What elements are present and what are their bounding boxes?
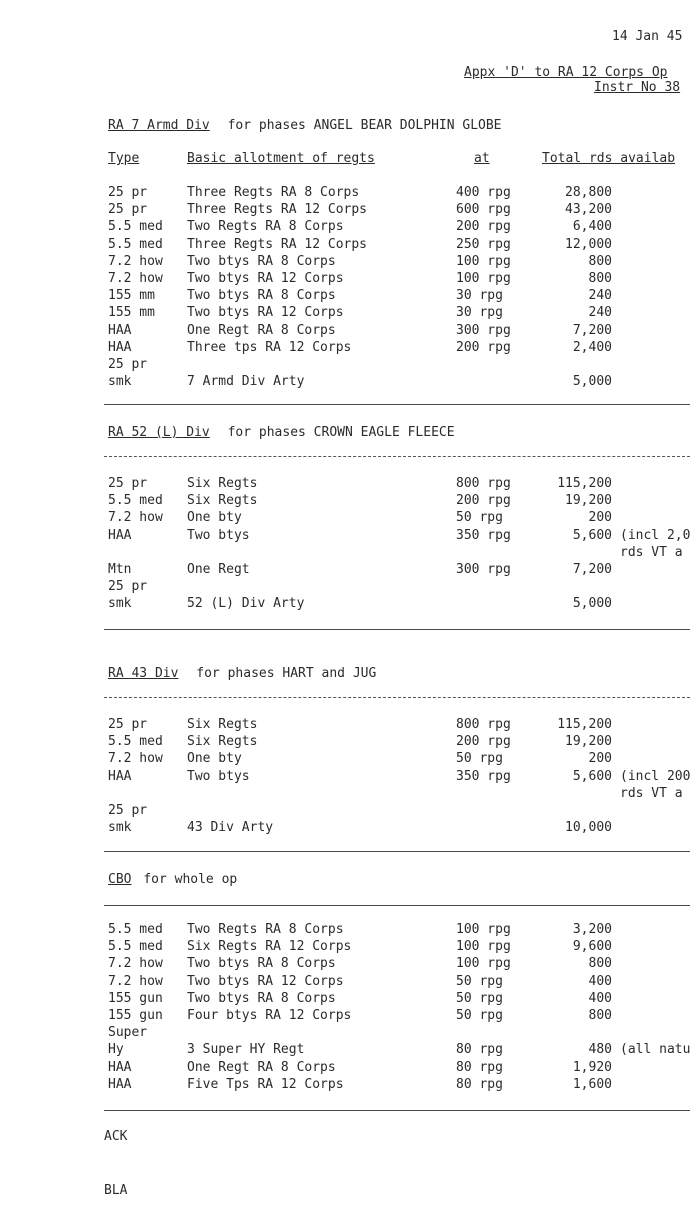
- row-total-rounds: 5,600: [572, 527, 612, 543]
- row-basic-allotment: One bty: [187, 751, 242, 767]
- row-note: (all natu: [620, 1042, 690, 1058]
- row-rate: 250 rpg: [456, 236, 511, 252]
- table-row: [0, 253, 690, 270]
- row-rate: 30 rpg: [456, 288, 503, 304]
- row-total-rounds: 7,200: [572, 562, 612, 577]
- table-row: [0, 716, 690, 733]
- row-total-rounds: 800: [588, 271, 612, 286]
- document-date: 14 Jan 45: [612, 29, 683, 44]
- column-header-at: at: [474, 151, 490, 166]
- row-basic-allotment: One Regt: [187, 562, 250, 577]
- row-rate: 50 rpg: [456, 751, 503, 767]
- table-row: [0, 339, 690, 356]
- row-basic-allotment: Five Tps RA 12 Corps: [187, 1076, 344, 1092]
- row-basic-allotment: Two btys RA 12 Corps: [187, 271, 344, 286]
- phases-label: for whole op: [143, 872, 238, 887]
- row-total-rounds: 3,200: [572, 922, 612, 937]
- table-row: [0, 475, 690, 492]
- row-total-rounds: 480: [588, 1042, 612, 1058]
- row-note: rds VT a: [620, 785, 683, 801]
- table-row: [0, 322, 690, 339]
- table-row: [0, 938, 690, 955]
- row-basic-allotment: One Regt RA 8 Corps: [187, 1059, 336, 1075]
- row-basic-allotment: Two Regts RA 8 Corps: [187, 922, 344, 937]
- phases-label: for phases ANGEL BEAR DOLPHIN GLOBE: [227, 118, 502, 133]
- row-rate: 100 rpg: [456, 956, 511, 972]
- unit-name: RA 7 Armd Div: [108, 118, 210, 133]
- row-type: HAA: [108, 768, 132, 784]
- row-basic-allotment: Two btys RA 8 Corps: [187, 990, 336, 1006]
- row-total-rounds: 400: [588, 973, 612, 989]
- row-rate: 50 rpg: [456, 990, 503, 1006]
- row-rate: 100 rpg: [456, 939, 511, 955]
- row-basic-allotment: Six Regts: [187, 493, 258, 509]
- row-type: 155 gun: [108, 990, 163, 1006]
- row-basic-allotment: Four btys RA 12 Corps: [187, 1008, 352, 1023]
- row-basic-allotment: Two btys RA 8 Corps: [187, 956, 336, 972]
- row-total-rounds: 115,200: [557, 476, 612, 491]
- row-basic-allotment: 43 Div Arty: [187, 820, 274, 836]
- distribution-ack: ACK: [104, 1129, 128, 1144]
- row-basic-allotment: One bty: [187, 510, 242, 526]
- row-type: 25 pr: [108, 357, 148, 372]
- row-type: 5.5 med: [108, 922, 163, 937]
- table-row: [0, 1076, 690, 1093]
- table-row: [0, 921, 690, 938]
- row-type: smk: [108, 374, 132, 390]
- table-row: [0, 1024, 690, 1041]
- section-heading: [108, 871, 237, 888]
- row-type: Super: [108, 1025, 148, 1041]
- row-type: 7.2 how: [108, 956, 163, 972]
- row-total-rounds: 9,600: [572, 939, 612, 955]
- row-basic-allotment: Two btys: [187, 768, 250, 784]
- row-rate: 800 rpg: [456, 717, 511, 732]
- table-row: [0, 304, 690, 321]
- row-total-rounds: 28,800: [565, 185, 612, 200]
- section-heading: [108, 117, 502, 134]
- row-rate: 200 rpg: [456, 339, 511, 355]
- row-basic-allotment: 52 (L) Div Arty: [187, 596, 305, 612]
- row-type: 7.2 how: [108, 751, 163, 767]
- table-row: [0, 544, 690, 561]
- row-note: rds VT a: [620, 544, 683, 560]
- row-type: 155 mm: [108, 305, 155, 321]
- row-total-rounds: 5,600: [572, 768, 612, 784]
- section-divider: [104, 851, 690, 852]
- row-type: 5.5 med: [108, 939, 163, 955]
- row-total-rounds: 1,920: [572, 1059, 612, 1075]
- row-type: 25 pr: [108, 717, 148, 732]
- row-total-rounds: 800: [588, 956, 612, 972]
- section-heading: [108, 424, 455, 441]
- row-basic-allotment: Two btys RA 12 Corps: [187, 305, 344, 321]
- table-row: [0, 270, 690, 287]
- row-type: HAA: [108, 1059, 132, 1075]
- row-rate: 50 rpg: [456, 973, 503, 989]
- section-subdivider: [104, 905, 690, 906]
- row-rate: 200 rpg: [456, 493, 511, 509]
- table-row: [0, 785, 690, 802]
- row-rate: 350 rpg: [456, 768, 511, 784]
- table-row: [0, 287, 690, 304]
- row-total-rounds: 5,000: [572, 596, 612, 612]
- table-row: [0, 201, 690, 218]
- row-type: HAA: [108, 339, 132, 355]
- row-basic-allotment: Six Regts: [187, 476, 258, 491]
- row-total-rounds: 19,200: [565, 734, 612, 750]
- table-row: [0, 561, 690, 578]
- row-basic-allotment: Three Regts RA 12 Corps: [187, 236, 368, 252]
- row-type: 5.5 med: [108, 493, 163, 509]
- row-total-rounds: 240: [588, 305, 612, 321]
- row-rate: 80 rpg: [456, 1042, 503, 1058]
- row-total-rounds: 12,000: [565, 236, 612, 252]
- row-type: HAA: [108, 1076, 132, 1092]
- row-rate: 80 rpg: [456, 1059, 503, 1075]
- phases-label: for phases HART and JUG: [196, 666, 377, 681]
- row-type: HAA: [108, 527, 132, 543]
- row-total-rounds: 5,000: [572, 374, 612, 390]
- row-basic-allotment: Two Regts RA 8 Corps: [187, 219, 344, 235]
- section-divider: [104, 629, 690, 630]
- row-type: 155 gun: [108, 1008, 163, 1023]
- row-basic-allotment: Six Regts: [187, 717, 258, 732]
- row-rate: 100 rpg: [456, 922, 511, 937]
- row-type: 7.2 how: [108, 253, 163, 269]
- row-total-rounds: 2,400: [572, 339, 612, 355]
- section-heading: [108, 665, 376, 682]
- table-row: [0, 373, 690, 390]
- row-basic-allotment: Two btys: [187, 527, 250, 543]
- table-row: [0, 595, 690, 612]
- row-basic-allotment: Three Regts RA 8 Corps: [187, 185, 360, 200]
- row-total-rounds: 6,400: [572, 219, 612, 235]
- row-basic-allotment: One Regt RA 8 Corps: [187, 322, 336, 338]
- row-total-rounds: 7,200: [572, 322, 612, 338]
- row-basic-allotment: Six Regts RA 12 Corps: [187, 939, 352, 955]
- row-rate: 800 rpg: [456, 476, 511, 491]
- table-row: [0, 356, 690, 373]
- table-row: [0, 509, 690, 526]
- row-rate: 600 rpg: [456, 202, 511, 218]
- row-type: Hy: [108, 1042, 124, 1058]
- table-row: [0, 492, 690, 509]
- table-row: [0, 955, 690, 972]
- section-divider: [104, 1110, 690, 1111]
- table-row: [0, 184, 690, 201]
- phases-label: for phases CROWN EAGLE FLEECE: [227, 425, 455, 440]
- row-type: 155 mm: [108, 288, 155, 304]
- row-total-rounds: 43,200: [565, 202, 612, 218]
- appendix-reference: Appx 'D' to RA 12 Corps Op: [464, 65, 668, 80]
- row-total-rounds: 200: [588, 510, 612, 526]
- row-total-rounds: 200: [588, 751, 612, 767]
- row-type: 5.5 med: [108, 219, 163, 235]
- row-note: (incl 200: [620, 768, 690, 784]
- row-total-rounds: 19,200: [565, 493, 612, 509]
- row-type: 25 pr: [108, 476, 148, 491]
- row-note: (incl 2,0: [620, 527, 690, 543]
- unit-name: CBO: [108, 872, 132, 887]
- table-row: [0, 973, 690, 990]
- section-subdivider: [104, 697, 690, 698]
- row-total-rounds: 400: [588, 990, 612, 1006]
- row-basic-allotment: Two btys RA 8 Corps: [187, 288, 336, 304]
- column-header-basic-allotment: Basic allotment of regts: [187, 151, 375, 166]
- instruction-number: Instr No 38: [594, 80, 681, 95]
- row-basic-allotment: Two btys RA 8 Corps: [187, 253, 336, 269]
- row-rate: 300 rpg: [456, 322, 511, 338]
- row-type: 5.5 med: [108, 734, 163, 750]
- row-rate: 350 rpg: [456, 527, 511, 543]
- row-rate: 80 rpg: [456, 1076, 503, 1092]
- row-type: 25 pr: [108, 579, 148, 595]
- section-subdivider: [104, 456, 690, 457]
- row-basic-allotment: Six Regts: [187, 734, 258, 750]
- row-rate: 200 rpg: [456, 734, 511, 750]
- row-total-rounds: 800: [588, 253, 612, 269]
- row-total-rounds: 115,200: [557, 717, 612, 732]
- row-type: smk: [108, 596, 132, 612]
- column-header-type: Type: [108, 151, 140, 166]
- row-type: 25 pr: [108, 185, 148, 200]
- row-type: 7.2 how: [108, 271, 163, 286]
- row-basic-allotment: Three tps RA 12 Corps: [187, 339, 352, 355]
- unit-name: RA 43 Div: [108, 666, 179, 681]
- row-type: 5.5 med: [108, 236, 163, 252]
- row-rate: 50 rpg: [456, 1008, 503, 1023]
- row-rate: 30 rpg: [456, 305, 503, 321]
- row-total-rounds: 240: [588, 288, 612, 304]
- table-row: [0, 1007, 690, 1024]
- table-row: [0, 802, 690, 819]
- row-total-rounds: 800: [588, 1008, 612, 1023]
- row-type: HAA: [108, 322, 132, 338]
- row-type: 7.2 how: [108, 510, 163, 526]
- table-row: [0, 990, 690, 1007]
- row-rate: 100 rpg: [456, 271, 511, 286]
- row-type: 25 pr: [108, 202, 148, 218]
- table-row: [0, 1041, 690, 1058]
- section-divider: [104, 404, 690, 405]
- row-rate: 200 rpg: [456, 219, 511, 235]
- table-row: [0, 819, 690, 836]
- row-type: Mtn: [108, 562, 132, 577]
- table-row: [0, 236, 690, 253]
- row-rate: 100 rpg: [456, 253, 511, 269]
- table-row: [0, 218, 690, 235]
- row-basic-allotment: Two btys RA 12 Corps: [187, 973, 344, 989]
- row-total-rounds: 10,000: [565, 820, 612, 836]
- distribution-bla: BLA: [104, 1183, 128, 1198]
- column-header-total-rounds: Total rds availab: [542, 151, 676, 166]
- table-row: [0, 768, 690, 785]
- row-type: smk: [108, 820, 132, 836]
- table-row: [0, 733, 690, 750]
- row-rate: 50 rpg: [456, 510, 503, 526]
- row-basic-allotment: 7 Armd Div Arty: [187, 374, 305, 390]
- row-basic-allotment: 3 Super HY Regt: [187, 1042, 305, 1058]
- row-type: 25 pr: [108, 803, 148, 818]
- row-basic-allotment: Three Regts RA 12 Corps: [187, 202, 368, 218]
- table-row: [0, 578, 690, 595]
- table-row: [0, 1059, 690, 1076]
- unit-name: RA 52 (L) Div: [108, 425, 210, 440]
- row-rate: 400 rpg: [456, 185, 511, 200]
- row-rate: 300 rpg: [456, 562, 511, 577]
- row-type: 7.2 how: [108, 973, 163, 989]
- row-total-rounds: 1,600: [572, 1076, 612, 1092]
- table-row: [0, 750, 690, 767]
- table-row: [0, 527, 690, 544]
